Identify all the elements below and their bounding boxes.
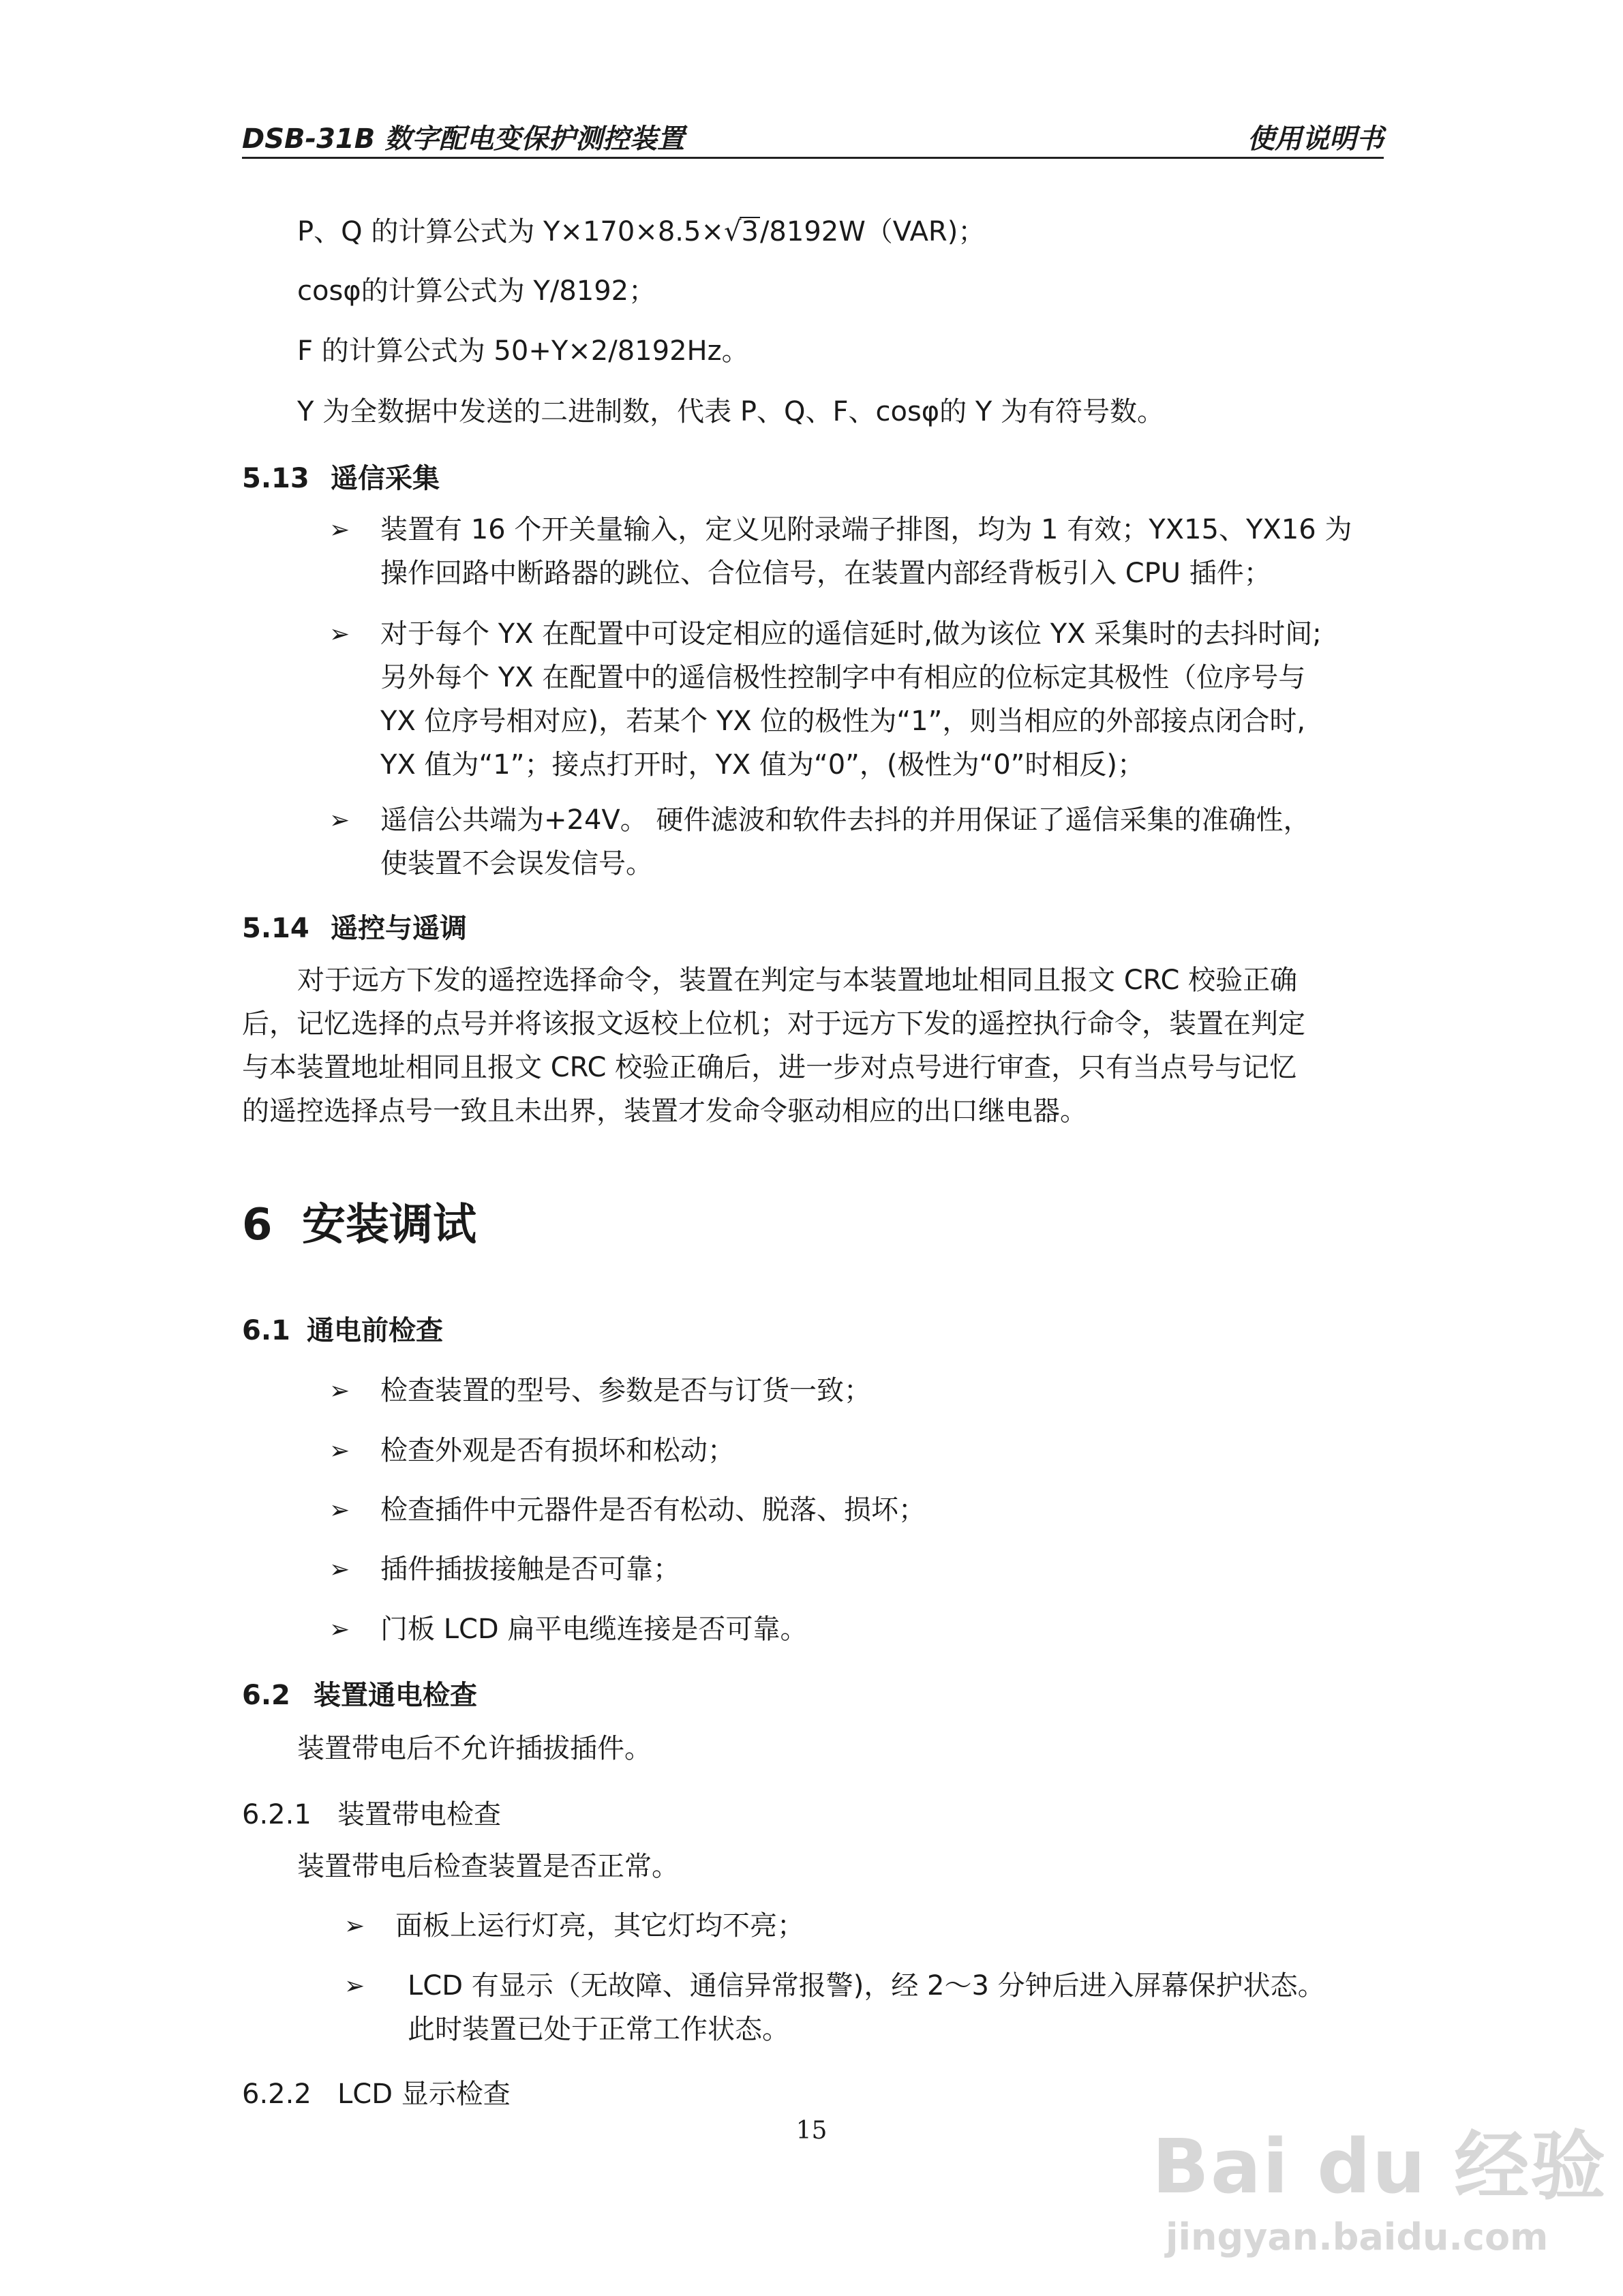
section-6-2-1-heading: 6.2.1 装置带电检查 (242, 1799, 501, 1830)
arrow-bullet-icon: ➢ (344, 1972, 365, 2000)
page-header (242, 115, 1384, 159)
sqrt-value: 3 (741, 216, 759, 247)
paragraph-line: 装置带电后检查装置是否正常。 (297, 1851, 679, 1882)
paragraph-line: 的遥控选择点号一致且未出界，装置才发命令驱动相应的出口继电器。 (242, 1096, 1087, 1127)
page-number: 15 (795, 2117, 828, 2145)
header-title: DSB-31B 数字配电变保护测控装置 (242, 123, 685, 155)
arrow-bullet-icon: ➢ (329, 1556, 350, 1584)
header-doc-type: 使用说明书 (1247, 123, 1384, 155)
sqrt-sign: √ (723, 216, 742, 247)
section-5-14-heading: 5.14 遥控与遥调 (242, 913, 467, 944)
arrow-bullet-icon: ➢ (329, 620, 350, 648)
arrow-bullet-icon: ➢ (344, 1912, 365, 1940)
arrow-bullet-icon: ➢ (329, 1496, 350, 1524)
formula-f: F 的计算公式为 50+Y×2/8192Hz。 (297, 335, 749, 367)
arrow-bullet-icon: ➢ (329, 806, 350, 834)
arrow-bullet-icon: ➢ (329, 516, 350, 544)
baidu-watermark (1152, 2106, 1607, 2270)
paragraph-line: 后，记忆选择的点号并将该报文返校上位机；对于远方下发的遥控执行命令，装置在判定 (242, 1008, 1305, 1040)
section-5-13-heading: 5.13 遥信采集 (242, 463, 440, 494)
section-6-2-heading: 6.2 装置通电检查 (242, 1680, 477, 1711)
watermark-brand: Bai du 经验 (1152, 2123, 1607, 2210)
section-6-2-2-heading: 6.2.2 LCD 显示检查 (242, 2079, 511, 2110)
arrow-bullet-icon: ➢ (329, 1437, 350, 1465)
arrow-bullet-icon: ➢ (329, 1377, 350, 1405)
paragraph-line: 与本装置地址相同且报文 CRC 校验正确后，进一步对点号进行审查，只有当点号与记忆 (242, 1052, 1297, 1083)
section-6-1-heading: 6.1 通电前检查 (242, 1315, 443, 1346)
chapter-6-heading: 6 安装调试 (242, 1200, 476, 1250)
paragraph-line: 对于远方下发的遥控选择命令，装置在判定与本装置地址相同且报文 CRC 校验正确 (297, 965, 1298, 996)
formula-cos: cosφ的计算公式为 Y/8192； (297, 275, 656, 307)
formula-pq: P、Q 的计算公式为 Y×170×8.5×√3/8192W（VAR)； (297, 216, 986, 247)
arrow-bullet-icon: ➢ (329, 1616, 350, 1644)
paragraph-line: 装置带电后不允许插拔插件。 (297, 1733, 652, 1764)
watermark-url: jingyan.baidu.com (1166, 2216, 1549, 2259)
formula-y: Y 为全数据中发送的二进制数，代表 P、Q、F、cosφ的 Y 为有符号数。 (297, 396, 1165, 427)
